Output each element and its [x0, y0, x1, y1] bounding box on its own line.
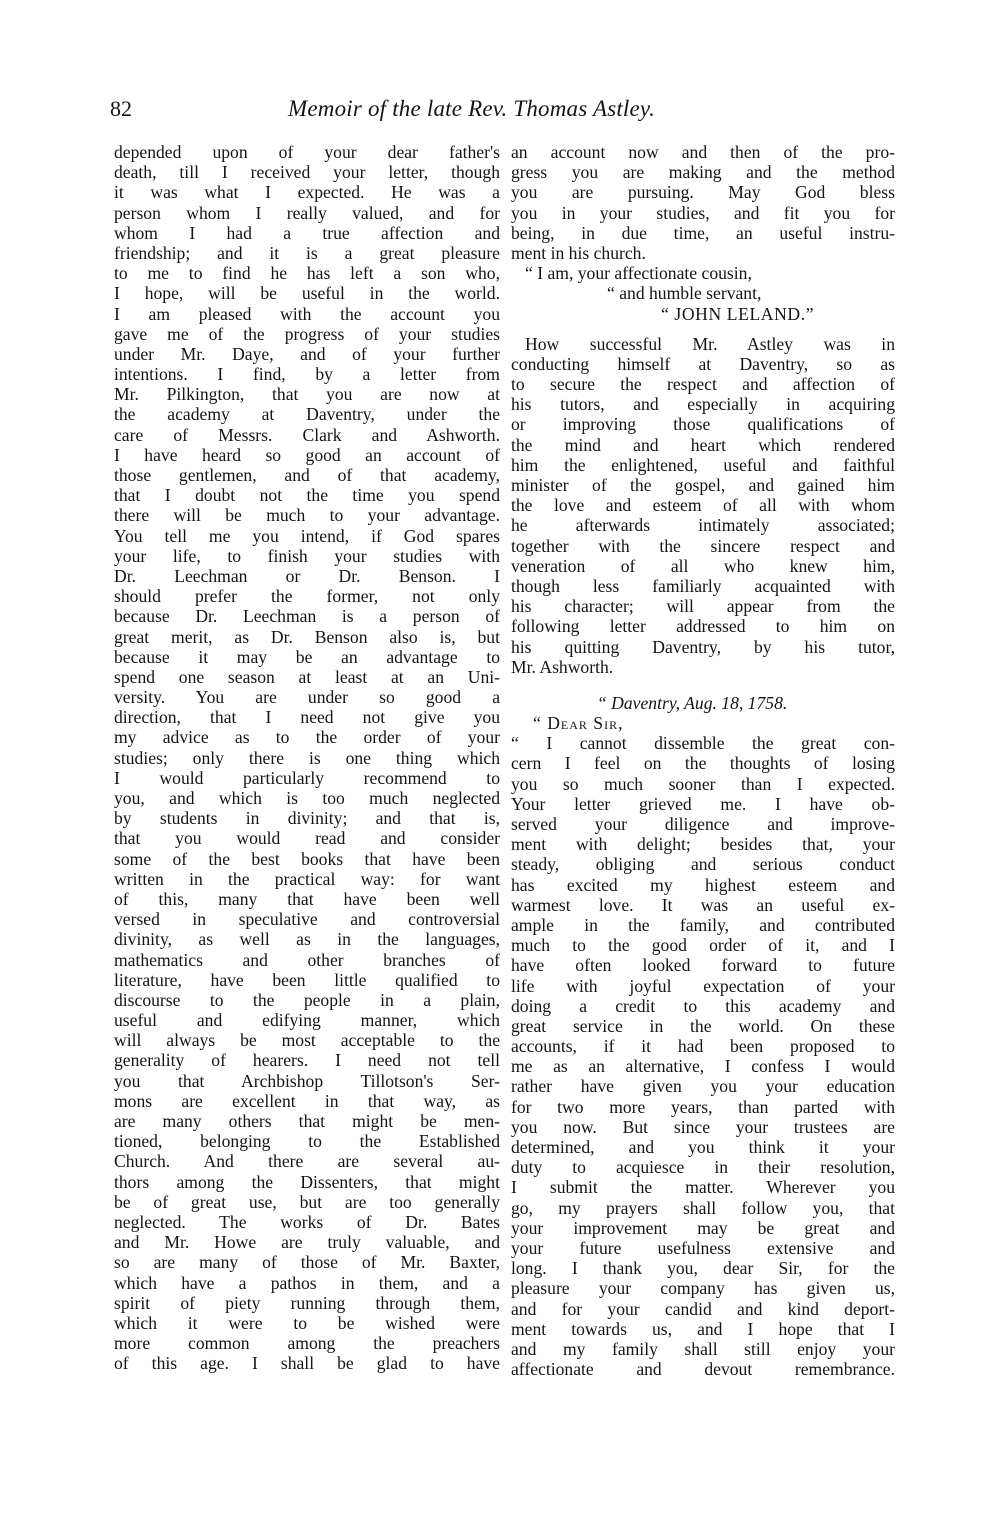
text-line: ment towards us, and I hope that I [511, 1318, 895, 1339]
text-line: great service in the world. On these [511, 1015, 895, 1036]
text-line: depended upon of your dear father's [114, 142, 500, 162]
text-line: more common among the preachers [114, 1333, 500, 1354]
text-line: doing a credit to this academy and [511, 995, 895, 1016]
text-line: mathematics and other branches of [114, 949, 500, 970]
text-line: which have a pathos in them, and a [114, 1272, 500, 1293]
text-line: your life, to finish your studies with [114, 545, 500, 566]
text-line: together with the sincere respect and [511, 535, 895, 556]
text-line: I would particularly recommend to [114, 767, 500, 788]
text-line: and my family shall still enjoy your [511, 1338, 895, 1359]
text-line: thors among the Dissenters, that might [114, 1171, 500, 1192]
ashworth-letter-body [511, 733, 895, 1379]
text-line: or improving those qualifications of [511, 414, 895, 435]
text-line: my advice as to the order of your [114, 727, 500, 748]
text-line: your improvement may be great and [511, 1217, 895, 1238]
text-line: death, till I received your letter, though [114, 162, 500, 183]
text-line: duty to acquiesce in their resolution, [511, 1157, 895, 1178]
text-line: care of Messrs. Clark and Ashworth. [114, 424, 500, 445]
text-line: the academy at Daventry, under the [114, 404, 500, 425]
text-line: How successful Mr. Astley was in [525, 333, 895, 354]
text-line: versed in speculative and controversial [114, 909, 500, 930]
closing-line-servant: “ and humble servant, [607, 283, 762, 304]
text-line: I am pleased with the account you [114, 303, 500, 324]
text-line: useful and edifying manner, which [114, 1010, 500, 1031]
text-line: studies; only there is one thing which [114, 747, 500, 768]
text-line: served your diligence and improve- [511, 814, 895, 834]
text-line: you that Archbishop Tillotson's Ser- [114, 1070, 500, 1091]
text-line: steady, obliging and serious conduct [511, 854, 895, 875]
signature: “ JOHN LELAND.” [661, 303, 815, 324]
letter-salutation: “ Dear Sir, [533, 713, 624, 734]
text-line: his quitting Daventry, by his tutor, [511, 636, 895, 657]
text-line: so are many of those of Mr. Baxter, [114, 1252, 500, 1273]
text-line: versity. You are under so good a [114, 687, 500, 708]
text-line: determined, and you think it your [511, 1137, 895, 1157]
text-line: has excited my highest esteem and [511, 874, 895, 895]
text-line: great merit, as Dr. Benson also is, but [114, 626, 500, 647]
text-line: should prefer the former, not only [114, 586, 500, 607]
text-line: because Dr. Leechman is a person of [114, 606, 500, 627]
text-line: be of great use, but are too generally [114, 1191, 500, 1212]
text-line: following letter addressed to him on [511, 616, 895, 637]
text-line: intentions. I find, by a letter from [114, 364, 500, 385]
text-line: by students in divinity; and that is, [114, 808, 500, 829]
text-line: for two more years, than parted with [511, 1096, 895, 1117]
text-line: You tell me you intend, if God spares [114, 525, 500, 546]
text-line: friendship; and it is a great pleasure [114, 242, 500, 263]
text-line: I hope, will be useful in the world. [114, 283, 500, 304]
text-line: and Mr. Howe are truly valuable, and [114, 1232, 500, 1253]
text-line: him the enlightened, useful and faithful [511, 454, 895, 475]
text-line: whom I had a true affection and [114, 222, 500, 243]
text-line: gave me of the progress of your studies [114, 323, 500, 344]
text-line: you, and which is too much neglected [114, 788, 500, 808]
text-line: he afterwards intimately associated; [511, 515, 895, 536]
text-line: an account now and then of the pro- [511, 142, 895, 162]
narrative-paragraph [511, 334, 895, 677]
text-line: you now. But since your trustees are [511, 1116, 895, 1137]
text-line: the mind and heart which rendered [511, 434, 895, 455]
text-line: “ I cannot dissemble the great con- [511, 733, 895, 754]
text-line: I have heard so good an account of [114, 444, 500, 465]
text-line: spirit of piety running through them, [114, 1292, 500, 1313]
text-line: me as an alternative, I confess I would [511, 1056, 895, 1077]
text-line: minister of the gospel, and gained him [511, 475, 895, 495]
text-line: pleasure your company has given us, [511, 1278, 895, 1299]
text-line: ment in his church. [511, 242, 646, 263]
text-line: it was what I expected. He was a [114, 182, 500, 203]
text-line: and for your candid and kind deport- [511, 1298, 895, 1319]
text-line: you are pursuing. May God bless [511, 182, 895, 203]
running-head [110, 96, 890, 126]
right-column [511, 142, 895, 1379]
text-line: of this, many that have been well [114, 888, 500, 909]
text-line: written in the practical way: for want [114, 868, 500, 889]
text-line: your future usefulness extensive and [511, 1237, 895, 1258]
text-line: divinity, as well as in the languages, [114, 929, 500, 950]
leland-letter-ending [511, 142, 895, 263]
text-line: because it may be an advantage to [114, 646, 500, 667]
text-line: that you would read and consider [114, 828, 500, 849]
text-line: generality of hearers. I need not tell [114, 1050, 500, 1071]
text-line: though less familiarly acquainted with [511, 575, 895, 596]
text-line: discourse to the people in a plain, [114, 989, 500, 1010]
text-line: his tutors, and especially in acquiring [511, 394, 895, 415]
text-line: the love and esteem of all with whom [511, 495, 895, 516]
text-line: you so much sooner than I expected. [511, 773, 895, 794]
text-line: tioned, belonging to the Established [114, 1131, 500, 1152]
text-line: you in your studies, and fit you for [511, 202, 895, 223]
text-line: I submit the matter. Wherever you [511, 1177, 895, 1198]
text-line: which it were to be wished were [114, 1312, 500, 1333]
text-line: under Mr. Daye, and of your further [114, 343, 500, 364]
text-line: much to the good order of it, and I [511, 935, 895, 956]
page-number: 82 [110, 96, 132, 121]
text-line: are many others that might be men- [114, 1111, 500, 1131]
text-line: long. I thank you, dear Sir, for the [511, 1258, 895, 1279]
text-line: his character; will appear from the [511, 596, 895, 617]
text-line: Dr. Leechman or Dr. Benson. I [114, 565, 500, 586]
text-line: rather have given you your education [511, 1076, 895, 1097]
text-line: conducting himself at Daventry, so as [511, 353, 895, 374]
text-line: accounts, if it had been proposed to [511, 1036, 895, 1057]
text-line: veneration of all who knew him, [511, 555, 895, 576]
text-line: to secure the respect and affection of [511, 374, 895, 395]
text-line: life with joyful expectation of your [511, 975, 895, 996]
text-line: those gentlemen, and of that academy, [114, 465, 500, 485]
left-column [114, 142, 500, 1373]
text-line: neglected. The works of Dr. Bates [114, 1211, 500, 1232]
text-line: spend one season at least at an Uni- [114, 666, 500, 687]
text-line: being, in due time, an useful instru- [511, 222, 895, 243]
text-line: of this age. I shall be glad to have [114, 1353, 500, 1374]
text-line: that I doubt not the time you spend [114, 485, 500, 506]
closing-line-cousin: “ I am, your affectionate cousin, [525, 263, 752, 284]
left-column-text [114, 142, 500, 1373]
text-line: there will be much to your advantage. [114, 505, 500, 526]
text-line: to me to find he has left a son who, [114, 263, 500, 284]
text-line: Church. And there are several au- [114, 1151, 500, 1172]
text-line: person whom I really valued, and for [114, 202, 500, 223]
text-line: some of the best books that have been [114, 848, 500, 869]
text-line: ample in the family, and contributed [511, 914, 895, 935]
text-line: Mr. Pilkington, that you are now at [114, 384, 500, 405]
letter-dateline: “ Daventry, Aug. 18, 1758. [597, 692, 788, 713]
text-line: cern I feel on the thoughts of losing [511, 753, 895, 774]
text-line: affectionate and devout remembrance. [511, 1359, 895, 1380]
text-line: will always be most acceptable to the [114, 1030, 500, 1051]
text-line: go, my prayers shall follow you, that [511, 1197, 895, 1218]
text-line: warmest love. It was an useful ex- [511, 894, 895, 915]
text-line: ment with delight; besides that, your [511, 834, 895, 855]
text-line: Your letter grieved me. I have ob- [511, 793, 895, 814]
text-line: literature, have been little qualified to [114, 969, 500, 990]
text-line: mons are excellent in that way, as [114, 1090, 500, 1111]
text-line: gress you are making and the method [511, 162, 895, 183]
running-title: Memoir of the late Rev. Thomas Astley. [288, 96, 656, 121]
text-line: have often looked forward to future [511, 955, 895, 976]
text-line: direction, that I need not give you [114, 707, 500, 728]
text-line: Mr. Ashworth. [511, 656, 614, 677]
